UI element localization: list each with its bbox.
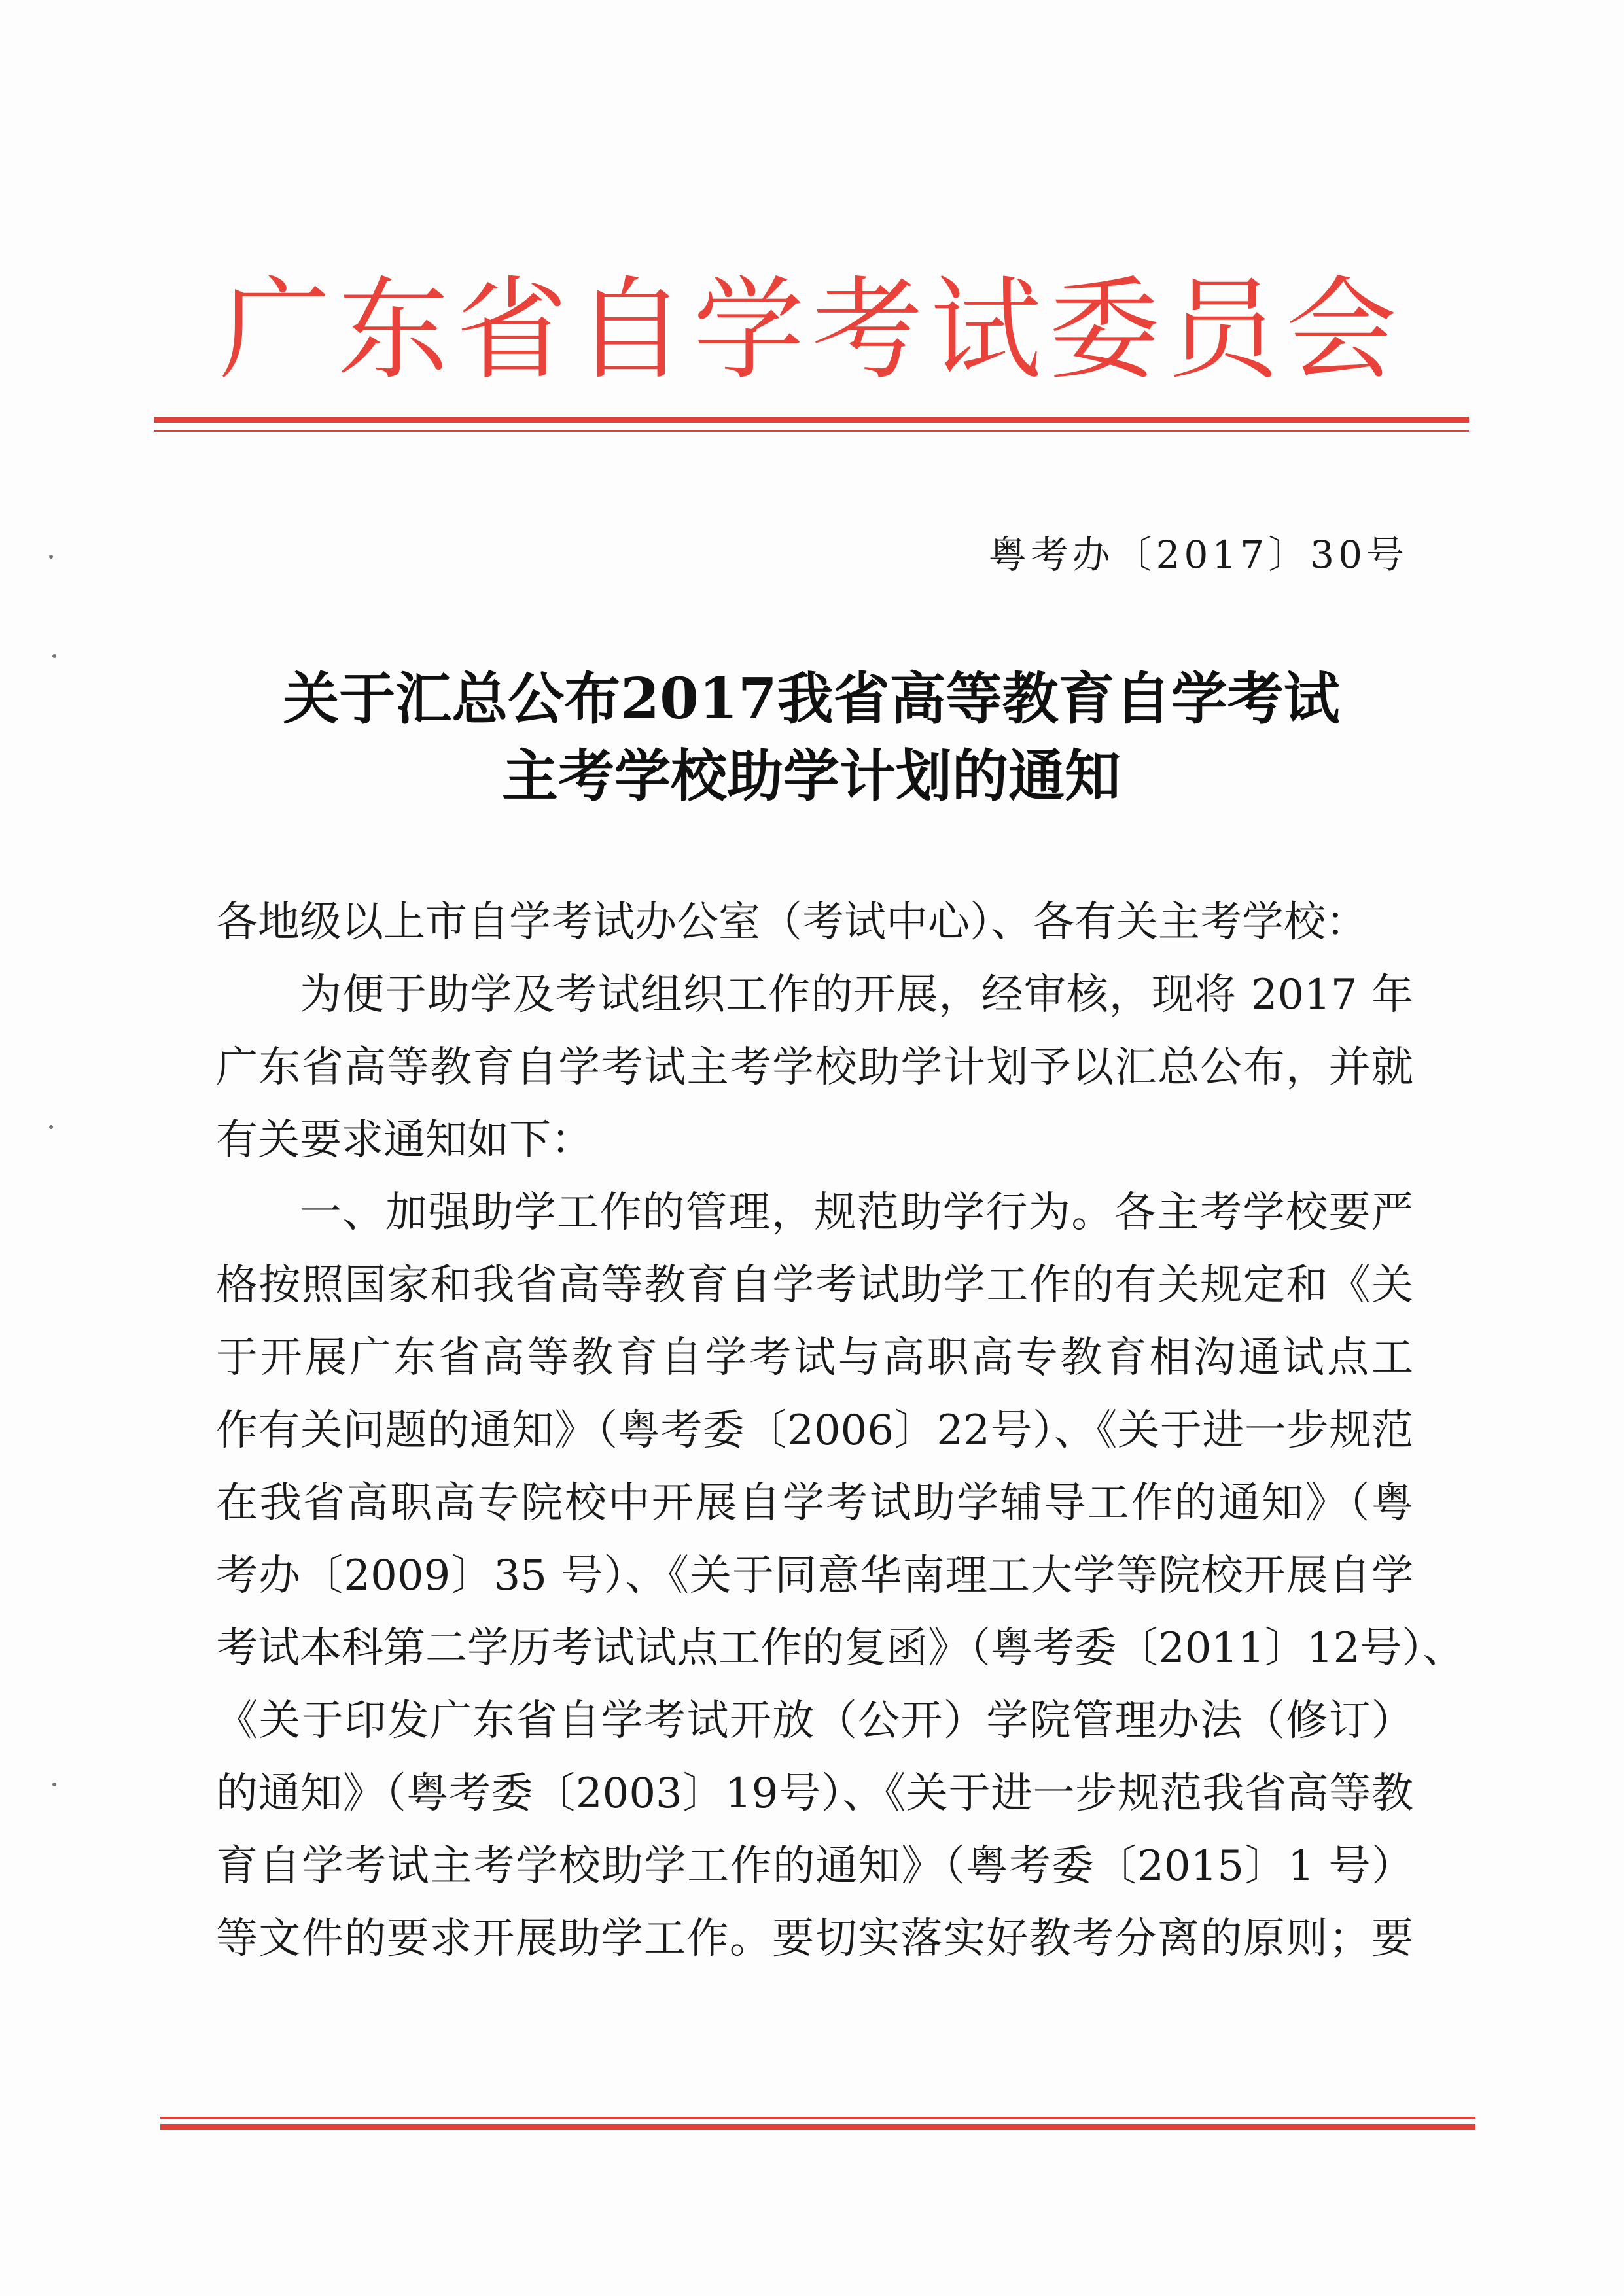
body-line: 于开展广东省高等教育自学考试与高职高专教育相沟通试点工 [216,1334,1413,1382]
body-line: 在我省高职高专院校中开展自学考试助学辅导工作的通知》（粤 [216,1479,1413,1527]
masthead-char: 学 [693,266,805,395]
body-line: 格按照国家和我省高等教育自学考试助学工作的有关规定和《关 [216,1261,1413,1310]
title-line-2: 主考学校助学计划的通知 [502,743,1121,809]
body-line: 为便于助学及考试组织工作的开展，经审核，现将 2017 年 [300,971,1413,1019]
document-body [216,886,1465,1975]
scan-speck [52,654,56,658]
masthead-char: 员 [1167,266,1279,395]
body-line: 广东省高等教育自学考试主考学校助学计划予以汇总公布，并就 [216,1043,1413,1092]
masthead-char: 会 [1285,266,1397,395]
masthead-char: 试 [930,266,1042,395]
body-line: 一、加强助学工作的管理，规范助学行为。各主考学校要严 [300,1189,1413,1237]
masthead-char: 广 [219,266,330,395]
footer-rule-thick [160,2124,1475,2130]
footer-rule-thin [160,2117,1475,2119]
body-line: 考办〔2009〕35 号）、《关于同意华南理工大学等院校开展自学 [216,1552,1413,1600]
body-line: 等文件的要求开展助学工作。要切实落实好教考分离的原则；要 [216,1915,1413,1963]
scan-speck [49,555,53,559]
salutation: 各地级以上市自学考试办公室（考试中心）、各有关主考学校： [216,898,1368,947]
scan-speck [49,1125,53,1129]
masthead-header [216,258,1400,402]
body-line: 《关于印发广东省自学考试开放（公开）学院管理办法（修订） [216,1697,1413,1745]
header-rule-thin [154,430,1469,432]
body-line: 作有关问题的通知》（粤考委〔2006〕22号）、《关于进一步规范 [216,1406,1413,1455]
body-line: 育自学考试主考学校助学工作的通知》（粤考委〔2015〕1 号） [216,1842,1413,1890]
masthead-char: 省 [456,266,568,395]
body-line: 的通知》（粤考委〔2003〕19号）、《关于进一步规范我省高等教 [216,1769,1413,1818]
scan-speck [52,1783,56,1786]
masthead-char: 考 [811,266,923,395]
masthead-char: 东 [338,266,450,395]
title-line-1: 关于汇总公布2017我省高等教育自学考试 [283,666,1340,732]
body-line: 有关要求通知如下： [216,1116,593,1164]
masthead-char: 自 [574,266,686,395]
document-number: 粤考办〔2017〕30号 [988,532,1408,577]
masthead-char: 委 [1048,266,1160,395]
document-title [157,661,1466,815]
header-rule-thick [154,417,1469,423]
body-line: 考试本科第二学历考试试点工作的复函》（粤考委〔2011〕12号）、 [216,1624,1465,1673]
